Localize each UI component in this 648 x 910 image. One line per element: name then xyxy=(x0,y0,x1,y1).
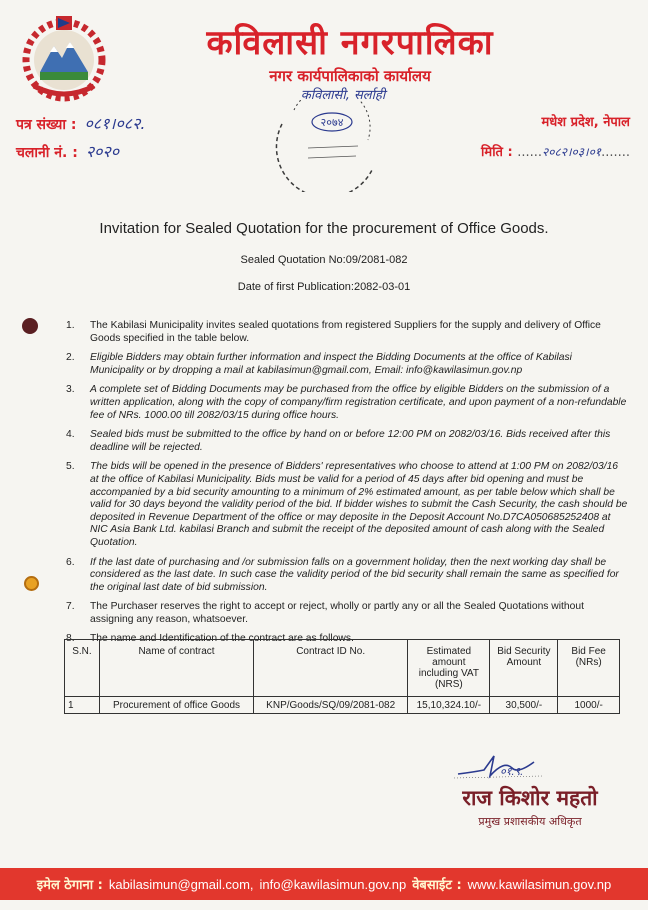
dispatch-no-label: चलानी नं. : xyxy=(16,145,78,161)
clause-number: 7. xyxy=(66,601,75,613)
clause-text: Eligible Bidders may obtain further information and inspect the Bidding Documents at the office of Kabilasi Municipality or by dropping a mail at kabilasimun@gmail.com, Email: info@kawilasimun.gov.np xyxy=(90,352,572,376)
letter-ref-value: ०८१।०८२. xyxy=(84,114,146,133)
email-link[interactable]: kabilasimun@gmail.com, xyxy=(108,876,254,892)
date-row: मिति : ......२०८२।०३।०१....... xyxy=(481,145,630,160)
clause-item xyxy=(66,601,628,626)
clause-text: A complete set of Bidding Documents may be purchased from the office by eligible Bidders on the submission of a written application, along with the copy of company/firm registration certificate, and upon payment of a non-refundable fee of NRs. 1000.00 till 2082/03/15 during office hours. xyxy=(90,384,627,421)
clause-number: 4. xyxy=(66,429,75,441)
clause-item xyxy=(66,429,628,454)
clause-item xyxy=(66,461,628,549)
table-cell: Procurement of office Goods xyxy=(99,697,253,714)
municipality-title: कविलासी नगरपालिका xyxy=(206,23,494,63)
clause-text: If the last date of purchasing and /or submission falls on a government holiday, then the next working day shall be considered as the last date. In such case the validity period of the bid security shall remain the same as specified for the original last date of bid submission. xyxy=(90,556,619,593)
clause-list xyxy=(66,320,628,653)
officer-designation: प्रमुख प्रशासकीय अधिकृत xyxy=(478,815,582,828)
table-header-cell: Contract ID No. xyxy=(254,640,408,697)
clause-number: 1. xyxy=(66,320,75,331)
quotation-number: Sealed Quotation No:09/2081-082 xyxy=(240,254,408,266)
officer-name: राज किशोर महतो xyxy=(462,786,598,810)
publication-date: Date of first Publication:2082-03-01 xyxy=(237,281,411,293)
clause-text: The Purchaser reserves the right to accept or reject, wholly or partly any or all the Sealed Quotations without assigning any reason, whatsoever. xyxy=(90,601,584,625)
clause-number: 8. xyxy=(66,633,75,645)
punch-hole-mark xyxy=(22,318,38,334)
clause-number: 2. xyxy=(66,352,75,364)
table-cell: 15,10,324.10/- xyxy=(408,697,490,714)
date-label: मिति : xyxy=(481,145,513,160)
province-text: मधेश प्रदेश, नेपाल xyxy=(541,115,630,130)
clause-text: The name and Identification of the contract are as follows. xyxy=(90,633,354,645)
clause-number: 5. xyxy=(66,461,75,473)
clause-number: 3. xyxy=(66,384,75,396)
signature-date: ०१.९. xyxy=(500,766,524,778)
clause-text: Sealed bids must be submitted to the office by hand on or before 12:00 PM on 2082/03/16. Bids received after this deadline will be rejected. xyxy=(90,429,611,453)
clause-text: The Kabilasi Municipality invites sealed quotations from registered Suppliers for the supply and delivery of Office Goods specified in the table below. xyxy=(90,320,601,344)
clause-item xyxy=(66,557,628,595)
dispatch-no-row xyxy=(16,140,119,162)
clause-item xyxy=(66,320,628,345)
table-header-cell: Bid Security Amount xyxy=(490,640,558,697)
table-row xyxy=(65,697,620,714)
handwritten-address: कविलासी, सर्लाही xyxy=(300,88,386,103)
notice-title: Invitation for Sealed Quotation for the procurement of Office Goods. xyxy=(99,220,549,237)
table-header-cell: S.N. xyxy=(65,640,100,697)
punch-hole-mark xyxy=(24,576,39,591)
contract-table xyxy=(64,639,620,714)
office-subtitle: नगर कार्यपालिकाको कार्यालय xyxy=(269,67,431,85)
table-cell: 30,500/- xyxy=(490,697,558,714)
dispatch-no-value: २०२० xyxy=(85,142,120,161)
clause-text: The bids will be opened in the presence of Bidders' representatives who choose to attend at 1:00 PM on 2082/03/16 at the office of Kabilasi Municipality. Bids must be valid for a period of 45 days after bid opening and must be accompanied by a bid security amounting to a minimum of 2% estimated amount, as per table below which shall be valid for 30 days beyond the validity period of the bid. If bidder wishes to submit the Cash Security, the cash should be deposited in Revenue Department of the office or may deposite in the Deposit Account No.D7CA050685252408 at NIC Asia Bank Ltd. kabilasi Branch and submit the receipt of the deposited amount of cash along with the Sealed Quotation. xyxy=(90,461,628,548)
table-header-row xyxy=(65,640,620,697)
table-header-cell: Estimated amount including VAT (NRS) xyxy=(408,640,490,697)
table-header-cell: Name of contract xyxy=(99,640,253,697)
table-cell: 1 xyxy=(65,697,100,714)
clause-item xyxy=(66,384,628,422)
contact-footer xyxy=(0,868,648,900)
letter-ref-row xyxy=(16,112,146,134)
website-link[interactable]: www.kawilasimun.gov.np xyxy=(467,876,612,892)
official-stamp-icon xyxy=(272,100,382,192)
nepal-emblem-icon xyxy=(18,12,110,104)
letter-ref-label: पत्र संख्या : xyxy=(16,117,77,133)
website-label: वेबसाईट : xyxy=(412,878,462,893)
table-header-cell: Bid Fee (NRs) xyxy=(558,640,620,697)
clause-number: 6. xyxy=(66,556,75,568)
date-value: २०८२।०३।०१ xyxy=(542,145,602,159)
clause-item xyxy=(66,352,628,377)
email-link[interactable]: info@kawilasimun.gov.np xyxy=(259,876,407,892)
email-label: इमेल ठेगाना : xyxy=(36,878,103,893)
table-cell: KNP/Goods/SQ/09/2081-082 xyxy=(254,697,408,714)
table-cell: 1000/- xyxy=(558,697,620,714)
stamp-year: २०७४ xyxy=(320,116,344,129)
